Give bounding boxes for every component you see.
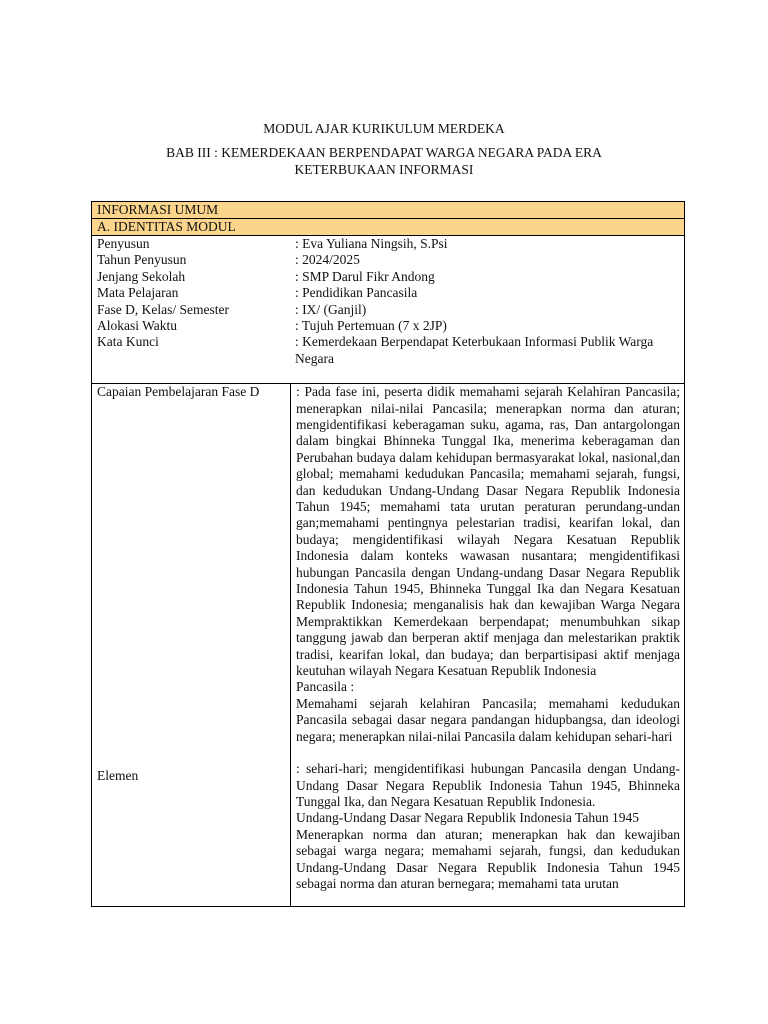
subsection-label: A. IDENTITAS MODUL [92,219,685,236]
document-title: MODUL AJAR KURIKULUM MERDEKA [263,121,505,136]
identity-value: : Pendidikan Pancasila [295,285,418,301]
uud-heading: Undang-Undang Dasar Negara Republik Indonesia Tahun 1945 [296,810,639,826]
identity-value: : IX/ (Ganjil) [295,301,367,317]
identity-value: : Tujuh Pertemuan (7 x 2JP) [295,317,447,333]
identity-label: Kata Kunci [97,334,159,350]
spacer [296,745,680,761]
section-label: INFORMASI UMUM [92,202,685,219]
elemen-label: Elemen [97,768,139,784]
identity-item [97,318,680,334]
label-column [92,384,291,907]
chapter-title-line1: BAB III : KEMERDEKAAN BERPENDAPAT WARGA NEGARA PADA ERA [166,145,602,160]
capaian-text: : Pada fase ini, peserta didik memahami sejarah Kelahiran Pancasila; menerapkan nilai-nilai Pancasila; menerapkan norma dan aturan; mengidentifikasi keberagaman suku, agama, ras, Dan antargolongan dalam bingkai Bhinneka Tunggal Ika, menerima keberagaman dan Perubahan budaya dalam kehidupan bermasyarakat lokal, nasional,dan global; memahami kedudukan Pancasila; memahami sejarah, fungsi, dan kedudukan Undang-Undang Dasar Negara Republik Indonesia Tahun 1945; memahami tata urutan peraturan perundang-undan gan;memahami pentingnya pelestarian tradisi, kearifan lokal, dan budaya; mengidentifikasi wilayah Negara Kesatuan Republik Indonesia dalam konteks wawasan nusantara; mengidentifikasi hubungan Pancasila dengan Undang-undang Dasar Negara Republik Indonesia Tahun 1945, Bhinneka Tunggal Ika dan Negara Kesatuan Republik Indonesia; menganalisis hak dan kewajiban Warga Negara Mempraktikkan Kemerdekaan berpendapat; menumbuhkan sikap tanggung jawab dan berperan aktif menjaga dan melestarikan praktik tradisi, kearifan lokal, dan budaya; dan berpartisipasi aktif menjaga keutuhan wilayah Negara Kesatuan Republik Indonesia [296,384,680,679]
identity-value: : Kemerdekaan Berpendapat Keterbukaan Informasi Publik Warga Negara [295,334,654,366]
content-row [92,384,685,907]
section-header-row [92,202,685,219]
identity-row [92,236,685,384]
identity-item [97,302,680,318]
identity-label: Jenjang Sekolah [97,268,186,284]
chapter-title-line2: KETERBUKAAN INFORMASI [294,162,474,177]
identity-label: Tahun Penyusun [97,252,187,268]
identity-item [97,269,680,285]
capaian-label: Capaian Pembelajaran Fase D [97,384,260,400]
identity-label: Alokasi Waktu [97,317,178,333]
label-stack [97,384,286,906]
identity-value: : SMP Darul Fikr Andong [295,268,435,284]
uud-text-1: : sehari-hari; mengidentifikasi hubungan Pancasila dengan Undang-Undang Dasar Negara Republik Indonesia Tahun 1945, Bhinneka Tunggal Ika, dan Negara Kesatuan Republik Indonesia. [296,761,680,809]
identity-item [97,285,680,301]
uud-text-2: Menerapkan norma dan aturan; menerapkan hak dan kewajiban sebagai warga negara; memahami sejarah, fungsi, dan kedudukan Undang-Undang Dasar Negara Republik Indonesia Tahun 1945 sebagai norma dan aturan bernegara; memahami tata urutan [296,826,680,891]
pancasila-text: Memahami sejarah kelahiran Pancasila; memahami kedudukan Pancasila sebagai dasar negara pandangan hidupbangsa, dan ideologi negara; menerapkan nilai-nilai Pancasila dalam kehidupan sehari-hari [296,695,680,744]
identity-value: : Eva Yuliana Ningsih, S.Psi [295,236,448,251]
identity-item [97,252,680,268]
identity-label: Fase D, Kelas/ Semester [97,301,229,317]
module-info-table [91,201,685,907]
identity-item [97,334,680,367]
identity-label: Mata Pelajaran [97,285,179,301]
identity-item [97,236,680,252]
subsection-header-row [92,219,685,236]
content-column [291,384,685,907]
identity-value: : 2024/2025 [295,252,360,268]
pancasila-intro: Pancasila : [296,679,355,695]
identity-cell [92,236,685,384]
identity-label: Penyusun [97,236,150,251]
